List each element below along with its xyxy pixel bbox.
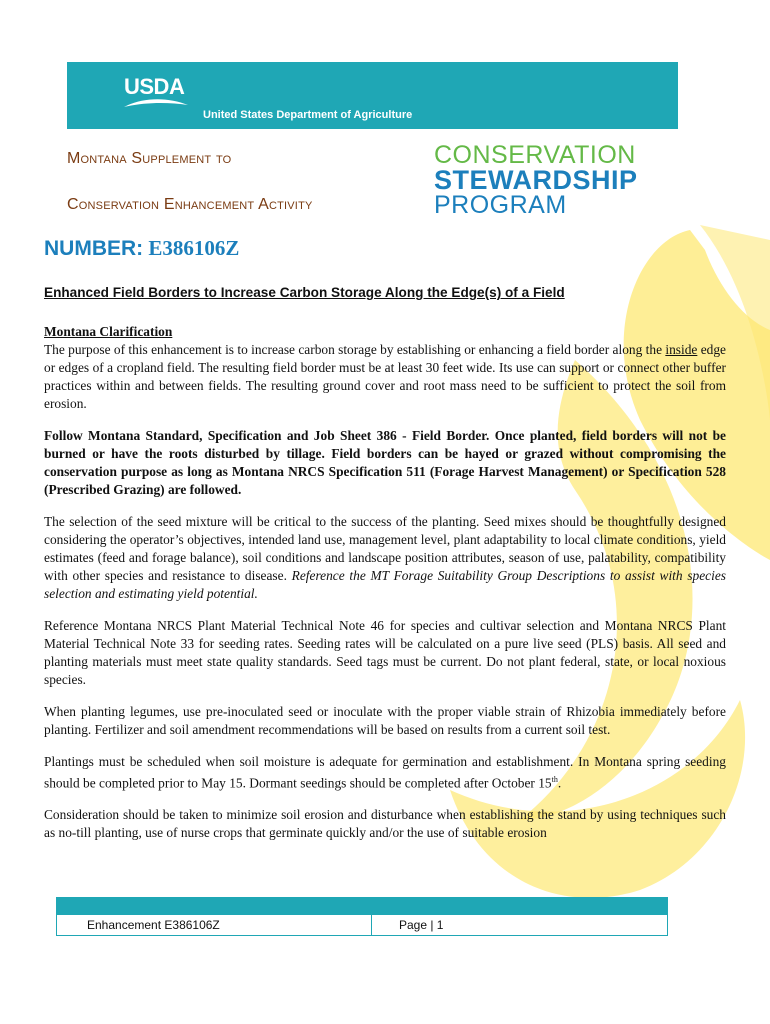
footer-enhancement-id: Enhancement E386106Z bbox=[57, 915, 372, 935]
usda-logo: USDA bbox=[124, 74, 185, 99]
seed-mixture-reference: Reference the MT Forage Suitability Group Descriptions to assist with species selection and estimating yield potential. bbox=[44, 568, 726, 601]
agency-name: United States Department of Agriculture bbox=[203, 109, 413, 121]
enhancement-title: Enhanced Field Borders to Increase Carbon Storage Along the Edge(s) of a Field bbox=[44, 285, 565, 300]
clarification-paragraph bbox=[44, 323, 726, 413]
supplement-title-line2: Conservation Enhancement Activity bbox=[67, 196, 313, 213]
legumes-paragraph: When planting legumes, use pre-inoculated seed or inoculate with the proper viable strain of Rhizobia immediately before planting. Fertilizer and soil amendment recommendations will be based on results from a current soil test. bbox=[44, 704, 726, 737]
program-logo-line1: CONSERVATION bbox=[434, 141, 636, 169]
page-footer bbox=[56, 897, 668, 936]
clarification-underlined: inside bbox=[665, 342, 698, 357]
standard-paragraph: Follow Montana Standard, Specification and Job Sheet 386 - Field Border. Once planted, field borders will not be burned or have the roots disturbed by tillage. Field borders can be hayed or grazed without compromising the conservation purpose as long as Montana NRCS Specification 511 (Forage Harvest Management) or Specification 528 (Prescribed Grazing) are followed. bbox=[44, 428, 726, 497]
schedule-superscript: th bbox=[551, 775, 558, 784]
footer-bar bbox=[56, 897, 668, 915]
footer-page-number: Page | 1 bbox=[399, 918, 444, 932]
schedule-text: Plantings must be scheduled when soil moisture is adequate for germination and establishment. In Montana spring seeding should be completed prior to May 15. Dormant seedings should be completed after October 15 bbox=[44, 754, 726, 791]
clarification-text-a: The purpose of this enhancement is to increase carbon storage by establishing or enhancing a field border along the bbox=[44, 342, 666, 357]
clarification-text-b: edge or edges of a cropland field. The resulting field border must be at least 30 feet wide. Its use can support or connect other buffer practices within and between fields. The resulting ground cover and root mass need to be sufficient to protect the soil from erosion. bbox=[44, 342, 726, 411]
erosion-paragraph: Consideration should be taken to minimize soil erosion and disturbance when establishing the stand by using techniques such as no-till planting, use of nurse crops that germinate quickly and/or the use of suitable erosion bbox=[44, 807, 726, 841]
supplement-title-line1: Montana Supplement to bbox=[67, 150, 232, 167]
number-value: E386106Z bbox=[148, 236, 240, 260]
plant-material-paragraph: Reference Montana NRCS Plant Material Technical Note 46 for species and cultivar selection and Montana NRCS Plant Material Technical Note 33 for seeding rates. Seeding rates will be calculated on a pure live seed (PLS) basis. All seed and planting materials must meet state quality standards. Seed tags must be current. Do not plant federal, state, or local noxious species. bbox=[44, 618, 726, 687]
usda-banner bbox=[67, 62, 678, 129]
planting-schedule-paragraph bbox=[44, 753, 726, 792]
number-label: NUMBER: bbox=[44, 237, 144, 260]
footer-row bbox=[56, 915, 668, 936]
program-logo-line3: PROGRAM bbox=[434, 191, 567, 219]
schedule-text-end: . bbox=[557, 775, 562, 791]
document-body bbox=[44, 323, 726, 856]
program-logo-line2: STEWARDSHIP bbox=[434, 165, 638, 195]
seed-mixture-text: The selection of the seed mixture will be critical to the success of the planting. Seed mixes should be thoughtfully designed considering the operator’s objectives, intended land use, management level, plant adaptability to local climate conditions, yield estimates (feed and forage balance), soil conditions and landscape position attributes, season of use, palatability, compatibility with other species and resistance to disease. bbox=[44, 514, 726, 583]
seed-mixture-paragraph bbox=[44, 513, 726, 603]
clarification-heading: Montana Clarification bbox=[44, 324, 173, 339]
usda-swoosh-icon bbox=[123, 99, 189, 109]
enhancement-number-heading bbox=[44, 236, 239, 261]
